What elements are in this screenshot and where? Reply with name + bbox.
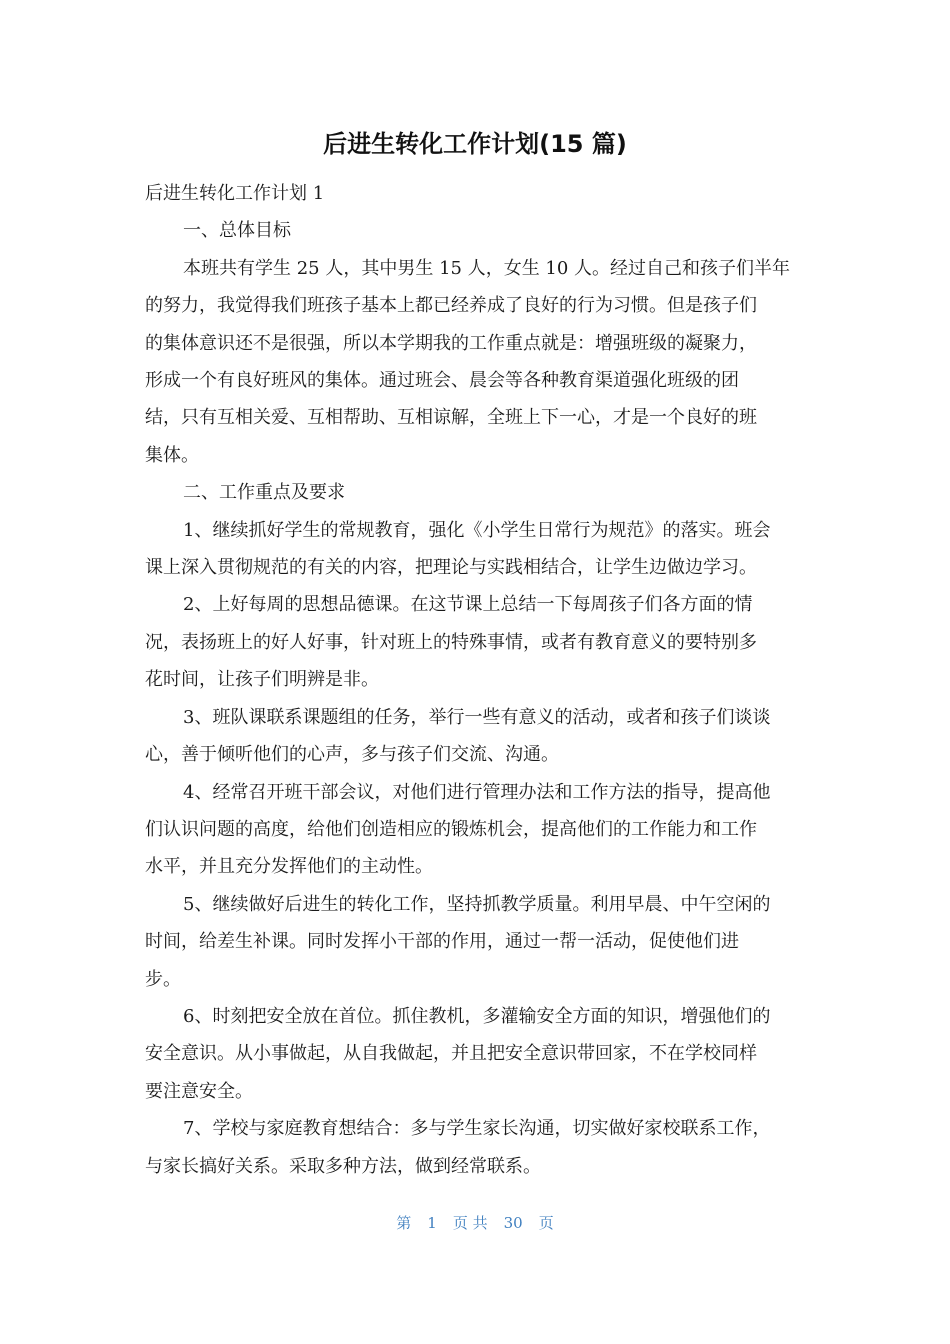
text-line: 6、时刻把安全放在首位。抓住教机，多灌输安全方面的知识，增强他们的 <box>183 1005 771 1027</box>
text-line: 4、经常召开班干部会议，对他们进行管理办法和工作方法的指导，提高他 <box>183 781 771 803</box>
text-line: 形成一个有良好班风的集体。通过班会、晨会等各种教育渠道强化班级的团 <box>145 370 739 392</box>
footer-suffix: 页 <box>538 1214 554 1232</box>
text-line: 课上深入贯彻规范的有关的内容，把理论与实践相结合，让学生边做边学习。 <box>145 557 757 579</box>
footer-page-number: 1 <box>427 1214 437 1232</box>
text-line: 花时间，让孩子们明辨是非。 <box>145 669 379 691</box>
text-line: 结，只有互相关爱、互相帮助、互相谅解，全班上下一心，才是一个良好的班 <box>145 407 757 429</box>
text-line: 时间，给差生补课。同时发挥小干部的作用，通过一帮一活动，促使他们进 <box>145 931 739 953</box>
text-line: 心，善于倾听他们的心声，多与孩子们交流、沟通。 <box>145 744 559 766</box>
text-line: 们认识问题的高度，给他们创造相应的锻炼机会，提高他们的工作能力和工作 <box>145 818 757 840</box>
text-line: 与家长搞好关系。采取多种方法，做到经常联系。 <box>145 1155 541 1177</box>
text-line: 集体。 <box>145 444 199 466</box>
text-line: 安全意识。从小事做起，从自我做起，并且把安全意识带回家，不在学校同样 <box>145 1043 757 1065</box>
text-line: 况，表扬班上的好人好事，针对班上的特殊事情，或者有教育意义的要特别多 <box>145 631 757 653</box>
text-line: 5、继续做好后进生的转化工作，坚持抓教学质量。利用早晨、中午空闲的 <box>183 893 771 915</box>
text-line: 后进生转化工作计划 1 <box>145 183 325 204</box>
text-line: 的努力，我觉得我们班孩子基本上都已经养成了良好的行为习惯。但是孩子们 <box>145 295 757 317</box>
text-line: 本班共有学生 25 人，其中男生 15 人，女生 10 人。经过自己和孩子们半年 <box>183 257 791 279</box>
text-line: 要注意安全。 <box>145 1080 253 1102</box>
document-body <box>145 175 810 1185</box>
text-line: 一、总体目标 <box>183 220 291 242</box>
text-line: 的集体意识还不是很强，所以本学期我的工作重点就是：增强班级的凝聚力， <box>145 332 757 354</box>
page-footer <box>0 1211 950 1235</box>
text-line: 7、学校与家庭教育想结合：多与学生家长沟通，切实做好家校联系工作， <box>183 1118 771 1140</box>
footer-prefix: 第 <box>396 1214 412 1232</box>
text-line: 水平，并且充分发挥他们的主动性。 <box>145 856 433 878</box>
text-line: 二、工作重点及要求 <box>183 482 345 504</box>
text-line: 1、继续抓好学生的常规教育，强化《小学生日常行为规范》的落实。班会 <box>183 519 771 541</box>
document-title: 后进生转化工作计划(15 篇) <box>323 130 627 158</box>
text-line: 2、上好每周的思想品德课。在这节课上总结一下每周孩子们各方面的情 <box>183 594 753 616</box>
text-line: 步。 <box>145 968 181 990</box>
text-line: 3、班队课联系课题组的任务，举行一些有意义的活动，或者和孩子们谈谈 <box>183 706 771 728</box>
footer-middle: 页 共 <box>452 1214 488 1232</box>
footer-total-pages: 30 <box>503 1214 523 1232</box>
